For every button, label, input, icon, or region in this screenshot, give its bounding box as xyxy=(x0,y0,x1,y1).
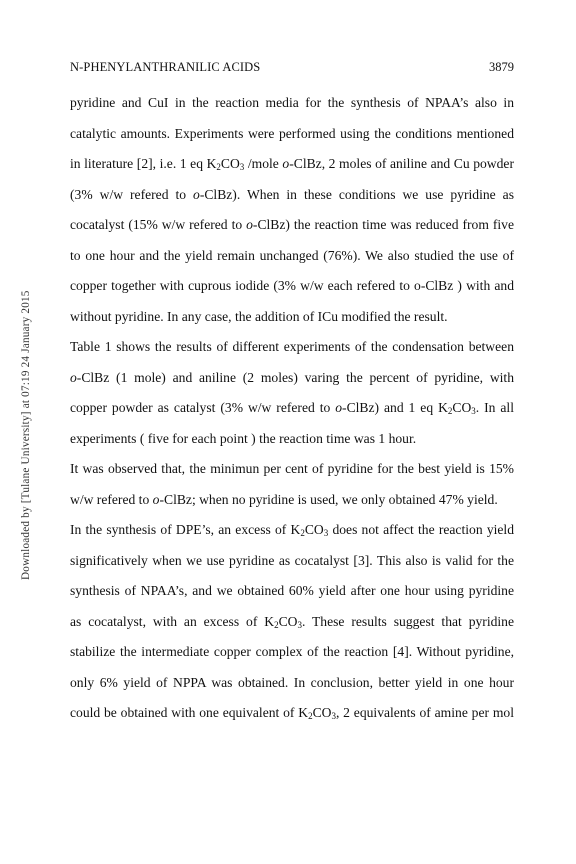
text-line: Table 1 shows the results of different experiments of the condensation between xyxy=(70,339,514,354)
text-line: without pyridine. In any case, the addition of ICu modified the result. xyxy=(70,308,448,324)
text-line: cocatalyst (15% w/w refered to o-ClBz) the reaction time was reduced from five xyxy=(70,217,514,232)
download-watermark: Downloaded by [Tulane University] at 07:19 24 January 2015 xyxy=(20,290,32,580)
page-number: 3879 xyxy=(489,60,514,74)
text-line: in literature [2], i.e. 1 eq $K_2CO_3$ /mole o-ClBz, 2 moles of aniline and Cu powder xyxy=(70,156,514,172)
text-line: significatively when we use pyridine as cocatalyst [3]. This also is valid for the xyxy=(70,552,514,568)
text-line: pyridine and CuI in the reaction media for the synthesis of NPAA’s also in xyxy=(70,95,514,110)
text-line: (3% w/w refered to o-ClBz). When in these conditions we use pyridine as xyxy=(70,186,514,202)
text-line: synthesis of NPAA’s, and we obtained 60% yield after one hour using pyridine xyxy=(70,583,514,598)
text-line: could be obtained with one equivalent of $K_2CO_3$, 2 equivalents of amine per mol xyxy=(70,705,514,721)
text-line: catalytic amounts. Experiments were performed using the conditions mentioned xyxy=(70,125,514,141)
running-head xyxy=(70,57,514,77)
text-line: only 6% yield of NPPA was obtained. In conclusion, better yield in one hour xyxy=(70,674,514,690)
text-line: copper together with cuprous iodide (3% w/w each refered to o-ClBz ) with and xyxy=(70,278,514,293)
text-line: In the synthesis of DPE’s, an excess of $K_2CO_3$ does not affect the reaction yield xyxy=(70,522,514,538)
text-line: as cocatalyst, with an excess of $K_2CO_3$. These results suggest that pyridine xyxy=(70,613,514,630)
running-head-title: N-PHENYLANTHRANILIC ACIDS xyxy=(70,60,261,74)
text-line: stabilize the intermediate copper complex of the reaction [4]. Without pyridine, xyxy=(70,644,514,659)
text-line: o-ClBz (1 mole) and aniline (2 moles) varing the percent of pyridine, with xyxy=(70,369,514,385)
text-line: experiments ( five for each point ) the reaction time was 1 hour. xyxy=(70,430,417,446)
text-line: copper powder as catalyst (3% w/w refered to o-ClBz) and 1 eq $K_2CO_3$. In all xyxy=(70,400,514,416)
body-text xyxy=(70,88,514,729)
text-line: It was observed that, the minimun per cent of pyridine for the best yield is 15% xyxy=(70,461,514,476)
text-line: to one hour and the yield remain unchanged (76%). We also studied the use of xyxy=(70,247,514,263)
text-line: w/w refered to o-ClBz; when no pyridine is used, we only obtained 47% yield. xyxy=(70,491,498,507)
